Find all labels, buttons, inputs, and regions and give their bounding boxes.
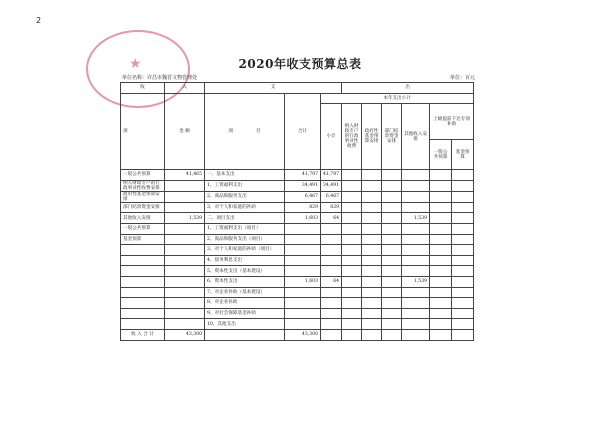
table-cell: 1,603	[285, 213, 321, 224]
table-cell	[382, 255, 402, 266]
table-cell: 41,797	[285, 170, 321, 181]
table-cell	[362, 170, 382, 181]
table-row	[121, 213, 474, 224]
table-cell	[285, 308, 321, 319]
table-cell	[121, 266, 165, 277]
table-row	[121, 266, 474, 277]
table-cell	[382, 245, 402, 256]
table-cell: 部门结余资金安排	[121, 202, 165, 213]
table-cell	[382, 213, 402, 224]
table-cell	[321, 308, 342, 319]
header-total: 合计	[285, 93, 321, 170]
table-cell	[121, 319, 165, 330]
table-cell	[452, 276, 474, 287]
table-cell	[342, 170, 362, 181]
table-cell	[382, 234, 402, 245]
table-cell	[362, 266, 382, 277]
table-cell	[402, 298, 430, 309]
table-cell: 9、对社会保障基金补助	[205, 308, 285, 319]
table-cell	[321, 287, 342, 298]
table-cell	[382, 308, 402, 319]
header-proj: 项 目	[205, 93, 285, 170]
table-cell	[362, 329, 382, 340]
table-cell	[362, 180, 382, 191]
table-cell	[362, 319, 382, 330]
table-cell	[402, 180, 430, 191]
table-cell: 34,491	[321, 180, 342, 191]
table-cell	[382, 287, 402, 298]
table-cell	[452, 170, 474, 181]
table-cell	[452, 329, 474, 340]
page-title: 2020年收支预算总表	[238, 57, 362, 71]
table-cell	[452, 234, 474, 245]
header-amount: 金 额	[165, 93, 205, 170]
page-number: 2	[36, 16, 42, 25]
table-cell	[362, 298, 382, 309]
table-row	[121, 234, 474, 245]
table-cell: 3、对个人和家庭的补助	[205, 202, 285, 213]
table-cell	[342, 202, 362, 213]
table-cell	[285, 234, 321, 245]
table-cell	[342, 234, 362, 245]
table-cell	[452, 213, 474, 224]
header-row-2	[121, 93, 474, 104]
footer-row	[121, 329, 474, 340]
table-cell: 二、项目支出	[205, 213, 285, 224]
currency-unit: 单位：百元	[450, 75, 476, 81]
table-row	[121, 319, 474, 330]
table-cell: 1,603	[285, 276, 321, 287]
table-cell	[362, 308, 382, 319]
table-cell	[402, 329, 430, 340]
table-cell	[382, 223, 402, 234]
table-cell	[342, 213, 362, 224]
table-cell	[402, 170, 430, 181]
table-cell	[321, 223, 342, 234]
table-cell	[430, 319, 452, 330]
table-cell	[321, 266, 342, 277]
table-cell	[342, 287, 362, 298]
table-cell: 41,465	[165, 170, 205, 181]
table-cell: 8、对企业补助	[205, 298, 285, 309]
table-cell	[382, 180, 402, 191]
table-cell	[430, 276, 452, 287]
table-cell: 6,467	[321, 191, 342, 202]
table-cell	[342, 298, 362, 309]
income-total-label: 收 入 合 计	[121, 329, 165, 340]
table-cell	[321, 319, 342, 330]
table-cell	[321, 245, 342, 256]
table-cell: 一、基本支出	[205, 170, 285, 181]
table-row	[121, 245, 474, 256]
table-cell	[342, 266, 362, 277]
table-cell	[452, 180, 474, 191]
header-income: 收	[121, 83, 165, 94]
table-row	[121, 287, 474, 298]
table-cell	[321, 329, 342, 340]
table-cell: 基金预算	[121, 234, 165, 245]
table-cell	[402, 287, 430, 298]
table-cell: 4、债务利息支出	[205, 255, 285, 266]
table-cell	[452, 245, 474, 256]
table-cell	[342, 276, 362, 287]
table-cell	[402, 245, 430, 256]
table-cell	[165, 223, 205, 234]
table-cell	[430, 191, 452, 202]
table-cell	[165, 234, 205, 245]
table-cell	[452, 191, 474, 202]
table-cell	[342, 191, 362, 202]
table-cell	[285, 255, 321, 266]
table-cell	[285, 287, 321, 298]
table-cell	[382, 298, 402, 309]
table-cell: 1,539	[165, 213, 205, 224]
table-cell	[452, 287, 474, 298]
table-cell	[342, 319, 362, 330]
income-total: 43,300	[165, 329, 205, 340]
header-superior: 上级提前下达专项补助	[430, 104, 474, 140]
table-cell	[430, 180, 452, 191]
table-cell	[362, 245, 382, 256]
table-cell	[402, 308, 430, 319]
table-cell	[452, 319, 474, 330]
table-cell	[121, 298, 165, 309]
table-cell	[430, 213, 452, 224]
table-cell	[382, 329, 402, 340]
table-cell: 纳入财政专户的行政事业性收费安排	[121, 180, 165, 191]
table-cell	[402, 223, 430, 234]
table-row	[121, 170, 474, 181]
table-cell	[165, 255, 205, 266]
table-cell	[342, 180, 362, 191]
seal-star-icon: ★	[129, 56, 142, 72]
table-cell	[362, 202, 382, 213]
table-cell	[121, 255, 165, 266]
table-cell: 2、商品和服务支出（项目）	[205, 234, 285, 245]
table-cell: 34,491	[285, 180, 321, 191]
table-cell	[430, 245, 452, 256]
table-cell	[165, 276, 205, 287]
table-cell: 5、资本性支出（基本建设）	[205, 266, 285, 277]
table-cell	[165, 191, 205, 202]
table-cell	[121, 308, 165, 319]
table-cell	[430, 223, 452, 234]
table-cell: 64	[321, 213, 342, 224]
table-cell	[285, 223, 321, 234]
table-cell	[321, 234, 342, 245]
table-cell	[430, 329, 452, 340]
table-cell	[402, 319, 430, 330]
table-cell	[452, 202, 474, 213]
table-cell	[165, 202, 205, 213]
table-cell	[430, 202, 452, 213]
table-cell: 41,797	[321, 170, 342, 181]
table-cell: 2、商品和服务支出	[205, 191, 285, 202]
table-cell: 829	[321, 202, 342, 213]
table-cell	[165, 298, 205, 309]
table-cell	[452, 266, 474, 277]
table-cell	[362, 223, 382, 234]
table-cell: 政府性基金预算安排	[121, 191, 165, 202]
table-cell	[321, 255, 342, 266]
header-general: 一般公共预算	[430, 140, 452, 170]
header-expense-zhi: 支	[205, 83, 342, 94]
table-cell: 其他收入安排	[121, 213, 165, 224]
table-cell	[452, 255, 474, 266]
table-cell	[362, 234, 382, 245]
table-cell	[165, 245, 205, 256]
table-cell	[362, 213, 382, 224]
table-cell	[382, 202, 402, 213]
header-fiscal: 纳入财政专户的行政事业性收费	[342, 104, 362, 170]
table-cell	[342, 308, 362, 319]
table-cell	[165, 266, 205, 277]
table-cell	[321, 298, 342, 309]
table-cell: 一般公共预算	[121, 223, 165, 234]
table-cell	[362, 255, 382, 266]
header-current-year: 本年支出小计	[321, 93, 474, 104]
table-cell	[382, 266, 402, 277]
table-cell	[430, 298, 452, 309]
table-cell	[382, 170, 402, 181]
table-cell: 1,539	[402, 276, 430, 287]
table-cell	[205, 329, 285, 340]
table-cell	[165, 287, 205, 298]
table-cell: 6、资本性支出	[205, 276, 285, 287]
table-row	[121, 223, 474, 234]
table-row	[121, 298, 474, 309]
table-cell	[382, 276, 402, 287]
table-cell	[342, 245, 362, 256]
table-row	[121, 191, 474, 202]
table-cell	[342, 329, 362, 340]
table-cell: 1、工资福利支出	[205, 180, 285, 191]
table-cell	[121, 287, 165, 298]
table-row	[121, 202, 474, 213]
table-row	[121, 276, 474, 287]
table-cell: 6,467	[285, 191, 321, 202]
table-cell	[165, 180, 205, 191]
table-cell	[452, 223, 474, 234]
table-cell	[430, 234, 452, 245]
table-row	[121, 255, 474, 266]
table-cell	[362, 276, 382, 287]
table-cell	[430, 287, 452, 298]
table-cell	[362, 287, 382, 298]
table-cell	[452, 308, 474, 319]
table-cell: 10、其他支出	[205, 319, 285, 330]
table-cell	[402, 234, 430, 245]
budget-table	[120, 82, 474, 341]
table-row	[121, 180, 474, 191]
table-cell	[285, 245, 321, 256]
table-row	[121, 308, 474, 319]
header-dept-fund: 部门结余资金安排	[382, 104, 402, 170]
table-cell	[430, 170, 452, 181]
table-cell: 1、工资福利支出（项目）	[205, 223, 285, 234]
table-cell	[430, 266, 452, 277]
table-cell	[165, 308, 205, 319]
table-cell: 7、对企业补助（基本建设）	[205, 287, 285, 298]
header-expense-chu: 出	[342, 83, 474, 94]
header-fund: 基金预算	[452, 140, 474, 170]
table-cell	[285, 266, 321, 277]
table-cell	[121, 245, 165, 256]
expense-total: 43,300	[285, 329, 321, 340]
table-cell	[285, 319, 321, 330]
table-cell: 3、对个人和家庭的补助（项目）	[205, 245, 285, 256]
table-cell	[430, 308, 452, 319]
table-cell: 一般公共预算	[121, 170, 165, 181]
table-cell: 829	[285, 202, 321, 213]
table-cell	[165, 319, 205, 330]
unit-name: 单位名称：许昌市魏晋文物管理处	[122, 75, 198, 81]
table-cell	[430, 255, 452, 266]
table-cell	[121, 276, 165, 287]
table-cell	[285, 298, 321, 309]
header-gov-fund: 政府性基金预算安排	[362, 104, 382, 170]
table-cell	[402, 255, 430, 266]
table-cell	[402, 266, 430, 277]
header-row-1	[121, 83, 474, 94]
table-cell	[402, 202, 430, 213]
table-cell	[382, 319, 402, 330]
table-cell	[362, 191, 382, 202]
header-item: 项	[121, 93, 165, 170]
table-cell: 1,539	[402, 213, 430, 224]
header-income-in: 入	[165, 83, 205, 94]
table-cell	[402, 191, 430, 202]
header-subtotal: 小计	[321, 104, 342, 170]
table-cell: 64	[321, 276, 342, 287]
table-cell	[452, 298, 474, 309]
header-other: 其他收入安排	[402, 104, 430, 170]
table-cell	[342, 255, 362, 266]
table-cell	[382, 191, 402, 202]
table-cell	[342, 223, 362, 234]
